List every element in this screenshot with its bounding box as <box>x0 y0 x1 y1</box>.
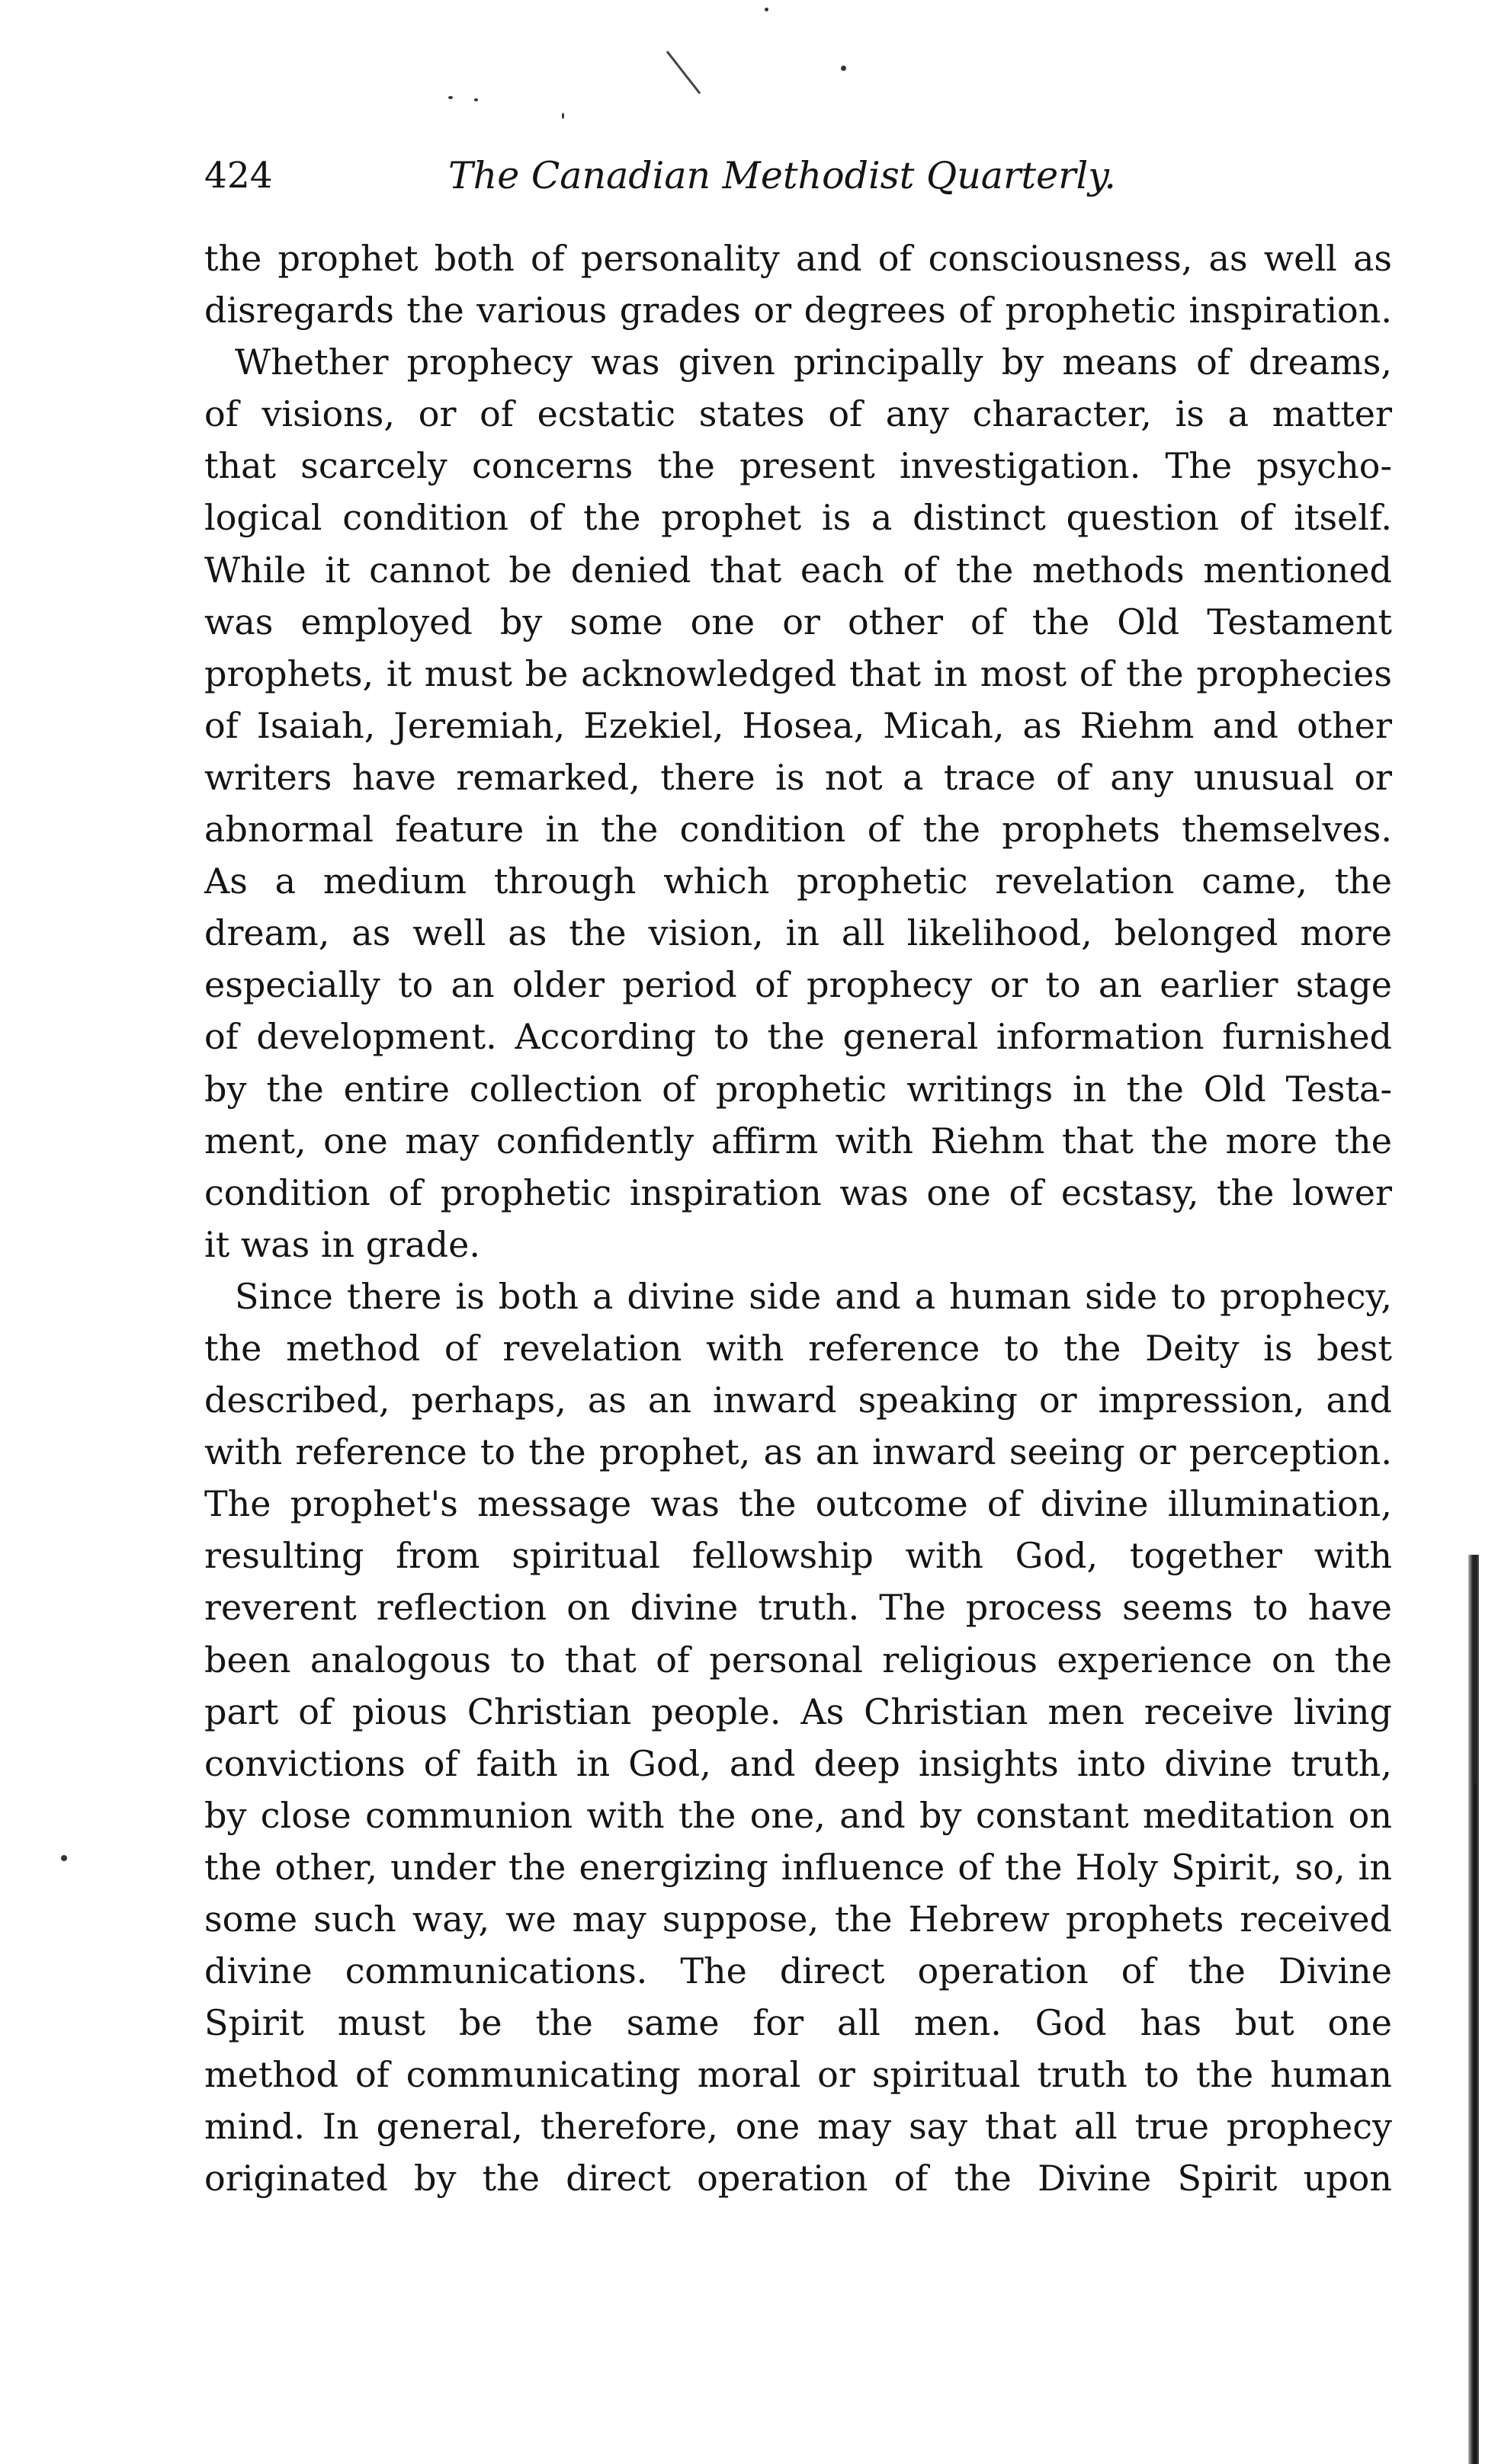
text-line: divine communications. The direct operation of the Divine <box>204 1950 1392 1992</box>
text-line: Spirit must be the same for all men. God has but one <box>204 2002 1392 2044</box>
text-line: some such way, we may suppose, the Hebrew prophets received <box>204 1898 1392 1940</box>
binding-edge <box>1474 1555 1477 1783</box>
text-line: it was in grade. <box>204 1223 480 1265</box>
text-line: been analogous to that of personal religious experience on the <box>204 1639 1392 1681</box>
text-line: described, perhaps, as an inward speaking or impression, and <box>204 1379 1392 1421</box>
text-line: ment, one may confidently affirm with Riehm that the more the <box>204 1120 1392 1162</box>
scan-speck <box>841 66 846 71</box>
text-line: by close communion with the one, and by constant meditation on <box>204 1794 1392 1836</box>
text-line: the method of revelation with reference to the Deity is best <box>204 1327 1392 1369</box>
text-line: dream, as well as the vision, in all likelihood, belonged more <box>204 912 1392 954</box>
text-line: convictions of faith in God, and deep insights into divine truth, <box>204 1742 1392 1784</box>
text-line: abnormal feature in the condition of the prophets themselves. <box>204 809 1392 851</box>
text-line: of visions, or of ecstatic states of any character, is a matter <box>204 393 1392 435</box>
scan-speck <box>765 8 768 11</box>
page-header <box>204 149 1394 203</box>
text-line: of Isaiah, Jeremiah, Ezekiel, Hosea, Micah, as Riehm and other <box>204 704 1392 746</box>
text-line: While it cannot be denied that each of the methods mentioned <box>204 549 1392 591</box>
text-line: method of communicating moral or spiritual truth to the human <box>204 2054 1392 2096</box>
text-line: disregards the various grades or degrees of prophetic inspiration. <box>204 290 1392 332</box>
binding-shadow <box>1468 1555 1479 2464</box>
text-line: The prophet's message was the outcome of divine illumination, <box>204 1483 1392 1525</box>
scan-mark <box>666 50 701 94</box>
text-line: the prophet both of personality and of consciousness, as well as <box>204 238 1392 279</box>
text-line: writers have remarked, there is not a trace of any unusual or <box>204 756 1392 798</box>
page-number: 424 <box>204 155 273 197</box>
running-title: The Canadian Methodist Quarterly. <box>448 154 1116 197</box>
text-line: originated by the direct operation of the Divine Spirit upon <box>204 2158 1392 2200</box>
text-line: part of pious Christian people. As Christian men receive living <box>204 1690 1392 1732</box>
text-line: that scarcely concerns the present investigation. The psycho- <box>204 445 1392 487</box>
scan-speck <box>562 113 564 119</box>
text-line: logical condition of the prophet is a distinct question of itself. <box>204 497 1392 539</box>
text-line: was employed by some one or other of the Old Testament <box>204 601 1392 642</box>
text-line: resulting from spiritual fellowship with God, together with <box>204 1535 1392 1577</box>
text-line: prophets, it must be acknowledged that in most of the prophecies <box>204 652 1392 694</box>
text-line: with reference to the prophet, as an inward seeing or perception. <box>204 1431 1392 1473</box>
text-line: Whether prophecy was given principally by means of dreams, <box>235 341 1392 383</box>
scan-speck <box>474 98 478 101</box>
text-line: of development. According to the general information furnished <box>204 1016 1392 1058</box>
body-text <box>204 232 1392 2205</box>
text-line: condition of prophetic inspiration was one of ecstasy, the lower <box>204 1171 1392 1213</box>
text-line: As a medium through which prophetic revelation came, the <box>204 860 1392 902</box>
scan-speck <box>448 96 453 99</box>
text-line: by the entire collection of prophetic writings in the Old Testa- <box>204 1068 1392 1110</box>
scan-speck <box>61 1855 67 1861</box>
text-line: the other, under the energizing influence of the Holy Spirit, so, in <box>204 1846 1392 1888</box>
text-line: mind. In general, therefore, one may say that all true prophecy <box>204 2106 1392 2148</box>
text-line: especially to an older period of prophecy or to an earlier stage <box>204 964 1392 1006</box>
text-line: Since there is both a divine side and a human side to prophecy, <box>235 1275 1392 1317</box>
text-line: reverent reflection on divine truth. The process seems to have <box>204 1587 1392 1629</box>
